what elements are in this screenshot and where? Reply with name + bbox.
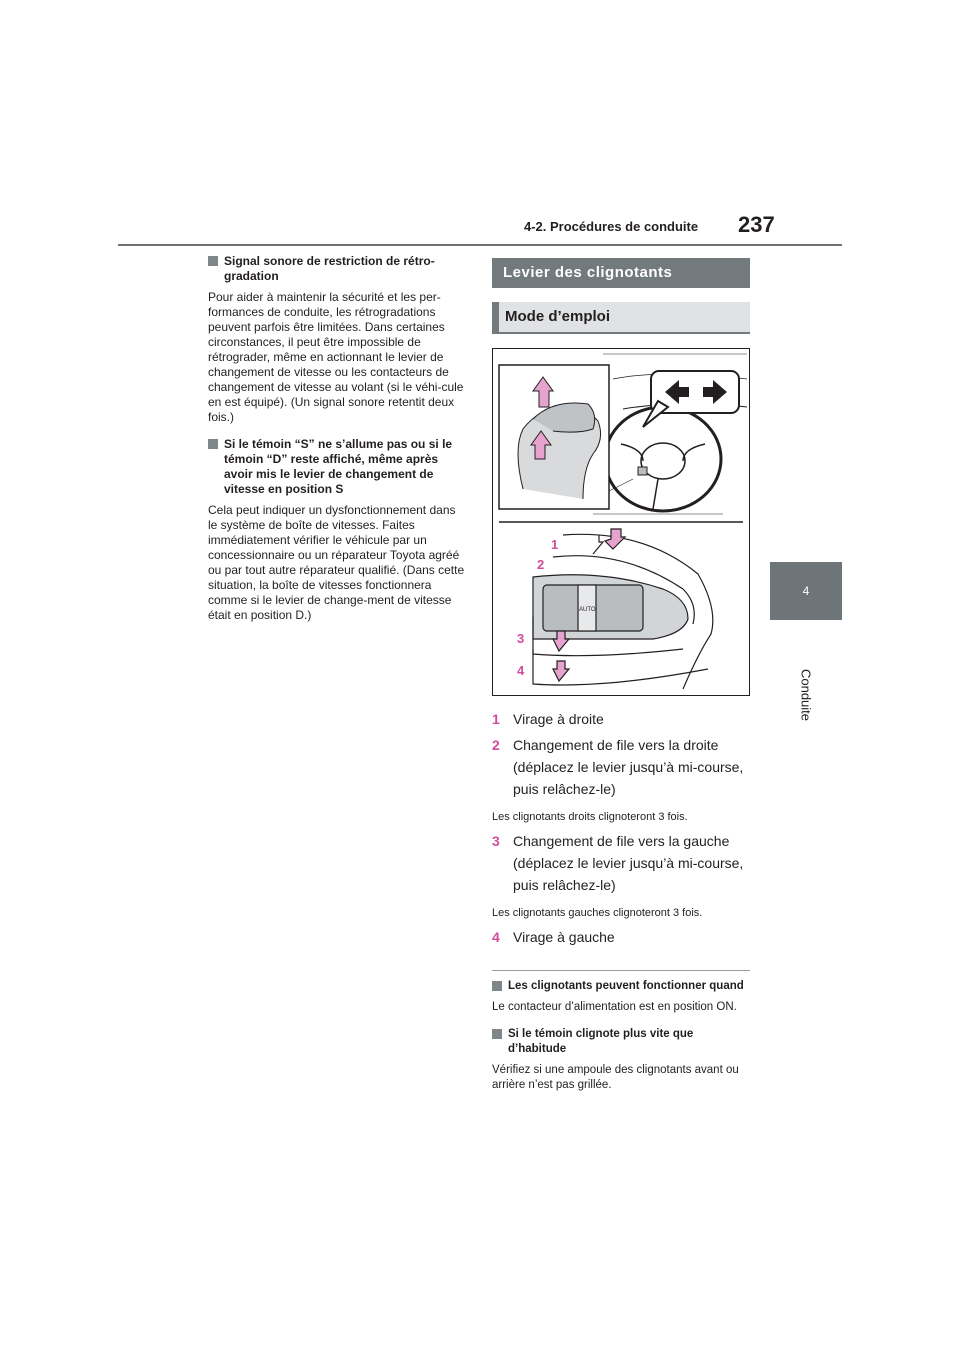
step-number: 2 — [492, 737, 500, 753]
chapter-tab[interactable] — [770, 562, 842, 620]
step-item — [492, 734, 750, 800]
chapter-number: 4 — [802, 584, 810, 598]
right-column — [492, 258, 750, 1105]
lever-auto-label: AUTO — [579, 607, 596, 613]
left-column — [208, 254, 466, 635]
step-number: 3 — [492, 833, 500, 849]
page-number: 237 — [738, 212, 775, 237]
section-heading-text: Si le témoin “S” ne s’allume pas ou si le témoin “D” reste affiché, même après avoir mis le levier de changement de vitesse en position S — [224, 437, 453, 496]
section-body: Vérifiez si une ampoule des clignotants avant ou arrière n’est pas grillée. — [492, 1064, 739, 1091]
turn-signal-lever-figure — [492, 348, 750, 696]
step-number: 4 — [492, 929, 500, 945]
step-item — [492, 708, 750, 730]
square-bullet-icon — [208, 439, 218, 449]
step-item — [492, 926, 750, 948]
section-heading-text: Les clignotants peuvent fonctionner quand — [508, 980, 744, 992]
step-text: Virage à droite — [513, 711, 604, 727]
section-heading — [208, 254, 466, 284]
section-title-band: Levier des clignotants — [492, 258, 750, 288]
section-heading — [492, 979, 750, 994]
section-body: Le contacteur d’alimentation est en position ON. — [492, 1001, 737, 1013]
header-rule — [118, 244, 842, 246]
hand-inset — [499, 365, 609, 509]
section-body: Pour aider à maintenir la sécurité et les per-formances de conduite, les rétrogradations peuvent parfois être limitées. Dans certaines circonstances, il peut être impossible de rétrograder, même en actionnant le levier de changement de vitesse ou les contacteurs de changement de vitesse au volant (si le véhi-cule en est équipé). (Un signal sonore retentit deux fois.) — [208, 290, 464, 424]
direction-arrows-bubble — [643, 371, 739, 427]
subsection-title-band: Mode d’emploi — [492, 302, 750, 334]
section-heading-text: Si le témoin clignote plus vite que d’habitude — [508, 1028, 694, 1055]
square-bullet-icon — [208, 256, 218, 266]
chapter-label-box — [770, 660, 842, 730]
step-note: Les clignotants gauches clignoteront 3 fois. — [492, 907, 703, 919]
step-text: Changement de file vers la gauche (déplacez le levier jusqu’à mi-course, puis relâchez-le) — [513, 833, 744, 893]
callout-1: 1 — [551, 537, 559, 552]
square-bullet-icon — [492, 1029, 502, 1039]
step-text: Virage à gauche — [513, 929, 615, 945]
step-note: Les clignotants droits clignoteront 3 fois. — [492, 811, 688, 823]
step-text: Changement de file vers la droite (déplacez le levier jusqu’à mi-course, puis relâchez-le) — [513, 737, 744, 797]
section-heading — [208, 437, 466, 497]
step-item — [492, 830, 750, 896]
square-bullet-icon — [492, 981, 502, 991]
step-number: 1 — [492, 711, 500, 727]
callout-3: 3 — [517, 631, 525, 646]
chapter-label: Conduite — [798, 668, 814, 722]
header-section-title: 4-2. Procédures de conduite — [524, 219, 699, 234]
section-heading — [492, 1027, 750, 1057]
lever-detail — [533, 529, 713, 689]
section-divider — [492, 970, 750, 971]
lever-illustration — [493, 349, 749, 695]
callout-2: 2 — [537, 557, 545, 572]
section-heading-text: Signal sonore de restriction de rétro-gradation — [224, 254, 435, 283]
section-body: Cela peut indiquer un dysfonctionnement dans le système de boîte de vitesses. Faites immédiatement vérifier le véhicule par un concessionnaire ou un réparateur Toyota agréé ou par tout autre réparateur qualifié. (Dans cette situation, la boîte de vitesses fonctionnera comme si le levier de change-ment de vitesse était en position D.) — [208, 503, 465, 622]
callout-4: 4 — [517, 663, 525, 678]
